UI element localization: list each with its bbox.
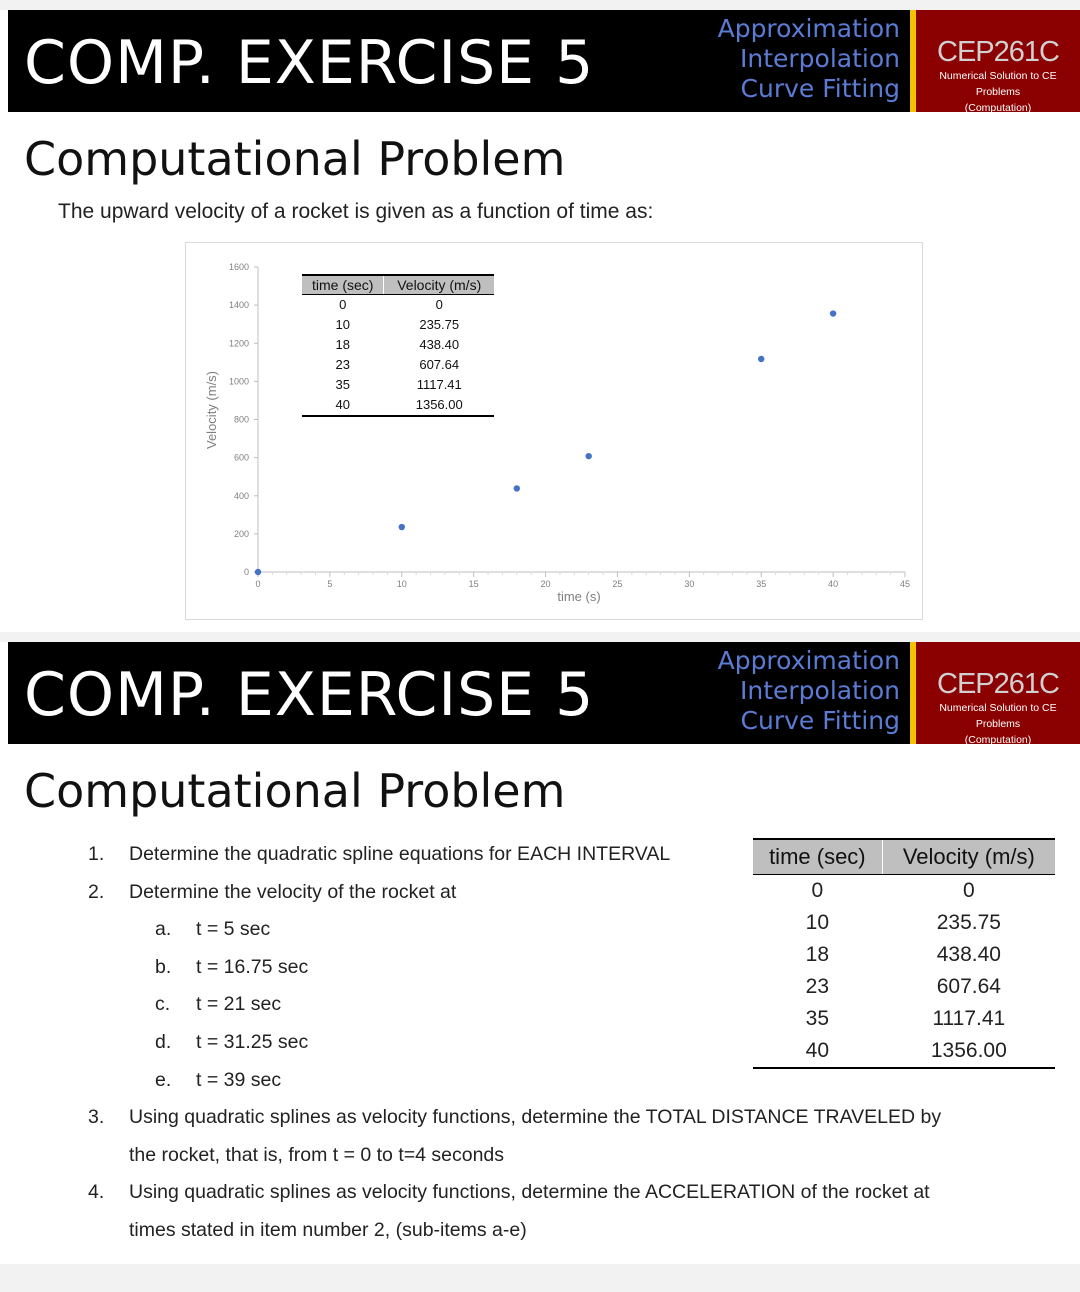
chart-data-table	[302, 274, 494, 417]
topic-interpolation: Interpolation	[740, 44, 900, 73]
x-tick-label: 0	[255, 579, 261, 589]
task-continuation: the rocket, that is, from t = 0 to t=4 seconds	[129, 1143, 505, 1166]
subtask-letter: d.	[155, 1030, 172, 1053]
subtask-letter: b.	[155, 955, 172, 978]
data-point	[758, 356, 764, 362]
task-number: 2.	[88, 880, 105, 903]
velocity-cell: 1356.00	[384, 395, 494, 416]
velocity-cell: 0	[963, 879, 975, 902]
table-row	[753, 971, 1055, 1003]
topic-interpolation: Interpolation	[740, 676, 900, 705]
time-cell: 18	[753, 939, 882, 971]
course-subtitle: (Computation)	[964, 102, 1032, 114]
task-text: Using quadratic splines as velocity functions, determine the ACCELERATION of the rocket at	[129, 1181, 930, 1204]
subtask-letter: c.	[155, 993, 171, 1016]
topic-curve-fitting: Curve Fitting	[740, 74, 900, 103]
velocity-cell: 0	[435, 297, 443, 312]
x-tick-label: 40	[828, 579, 839, 589]
slide-2	[0, 642, 1080, 1264]
table-row	[302, 315, 494, 335]
velocity-cell: 235.75	[936, 911, 1001, 934]
topic-curve-fitting: Curve Fitting	[740, 706, 900, 735]
course-code: CEP261C	[937, 668, 1059, 700]
data-table	[753, 838, 1055, 1069]
y-tick-label: 1400	[228, 300, 249, 311]
slide-header	[0, 642, 1080, 744]
course-badge	[916, 10, 1080, 112]
exercise-title: COMP. EXERCISE 5	[24, 28, 595, 98]
x-tick-label: 45	[899, 579, 911, 589]
section-title: Computational Problem	[24, 764, 566, 818]
x-tick-label: 15	[468, 579, 479, 589]
subtask-text: t = 31.25 sec	[196, 1030, 309, 1053]
table-row	[302, 395, 494, 416]
velocity-cell: 1117.41	[416, 377, 462, 392]
task-text: Using quadratic splines as velocity functions, determine the TOTAL DISTANCE TRAVELED by	[129, 1106, 942, 1129]
y-tick-label: 1600	[228, 262, 249, 272]
velocity-cell: 607.64	[936, 975, 1001, 998]
table-row	[302, 355, 494, 375]
velocity-cell: 1117.41	[932, 1007, 1006, 1030]
slide-header	[0, 10, 1080, 112]
table-row	[753, 1035, 1055, 1068]
task-text: Determine the velocity of the rocket at	[129, 880, 457, 903]
y-tick-label: 400	[233, 490, 249, 501]
course-description: Numerical Solution to CE Problems	[939, 702, 1057, 730]
x-ticks	[255, 572, 910, 589]
data-point	[399, 524, 405, 530]
data-point	[255, 569, 261, 575]
subtask-text: t = 5 sec	[196, 918, 271, 941]
velocity-chart	[185, 242, 923, 620]
topic-approximation: Approximation	[717, 14, 900, 43]
y-axis-label: Velocity (m/s)	[204, 370, 219, 450]
course-subtitle: (Computation)	[964, 734, 1032, 746]
x-tick-label: 30	[684, 579, 695, 589]
chart-canvas	[186, 243, 924, 621]
header-left-accent	[0, 642, 8, 744]
slide-1	[0, 10, 1080, 632]
x-tick-label: 25	[612, 579, 623, 589]
problem-intro: The upward velocity of a rocket is given as a function of time as:	[58, 200, 654, 223]
y-tick-label: 0	[243, 567, 249, 577]
exercise-title: COMP. EXERCISE 5	[24, 660, 595, 730]
x-axis-label: time (s)	[557, 589, 601, 604]
task-number: 4.	[88, 1181, 105, 1204]
task-number: 1.	[88, 843, 105, 865]
time-cell: 40	[753, 1035, 882, 1068]
section-title: Computational Problem	[24, 132, 566, 186]
velocity-cell: 607.64	[419, 357, 460, 372]
data-point	[514, 485, 520, 491]
y-tick-label: 200	[233, 528, 249, 539]
table-row	[302, 375, 494, 395]
topic-approximation: Approximation	[717, 646, 900, 675]
velocity-cell: 438.40	[936, 943, 1001, 966]
table-row	[753, 907, 1055, 939]
x-tick-label: 5	[327, 579, 333, 589]
y-ticks	[229, 262, 258, 577]
time-cell: 35	[753, 1003, 882, 1035]
subtask-letter: e.	[155, 1068, 172, 1091]
table-row	[302, 335, 494, 355]
subtask-text: t = 39 sec	[196, 1068, 282, 1091]
table-row	[753, 1003, 1055, 1035]
subtask-letter: a.	[155, 918, 172, 941]
velocity-cell: 235.75	[419, 317, 460, 332]
task-text: Determine the quadratic spline equations for EACH INTERVAL	[129, 843, 671, 865]
y-tick-label: 600	[233, 452, 249, 463]
course-description: Numerical Solution to CE Problems	[939, 70, 1057, 98]
velocity-cell: 438.40	[419, 337, 460, 352]
velocity-cell: 1356.00	[882, 1035, 1055, 1068]
topic-list	[718, 14, 900, 104]
time-cell: 0	[753, 875, 882, 908]
col-header-time: time (sec)	[302, 275, 384, 295]
y-tick-label: 1000	[228, 376, 249, 387]
table-row	[753, 875, 1055, 908]
subtask-text: t = 21 sec	[196, 993, 282, 1016]
time-cell: 10	[302, 315, 384, 335]
data-point	[830, 310, 836, 316]
x-tick-label: 20	[540, 579, 551, 589]
table-row	[302, 295, 494, 316]
time-cell: 40	[302, 395, 384, 416]
course-badge	[916, 642, 1080, 744]
y-tick-label: 1200	[228, 338, 249, 349]
x-tick-label: 10	[396, 579, 407, 589]
col-header-velocity: Velocity (m/s)	[882, 839, 1055, 875]
task-item	[88, 1174, 1028, 1212]
time-cell: 18	[302, 335, 384, 355]
col-header-time: time (sec)	[753, 839, 882, 875]
time-cell: 35	[302, 375, 384, 395]
table-row	[753, 939, 1055, 971]
task-continuation: times stated in item number 2, (sub-items a-e)	[129, 1218, 527, 1241]
time-cell: 23	[753, 971, 882, 1003]
data-point	[585, 453, 591, 459]
course-code: CEP261C	[937, 36, 1059, 68]
col-header-velocity: Velocity (m/s)	[384, 275, 494, 295]
task-number: 3.	[88, 1106, 105, 1129]
time-cell: 10	[753, 907, 882, 939]
time-cell: 0	[302, 295, 384, 316]
subtask-text: t = 16.75 sec	[196, 955, 309, 978]
y-tick-label: 800	[233, 414, 249, 425]
time-cell: 23	[302, 355, 384, 375]
task-item	[88, 1099, 1028, 1137]
x-tick-label: 35	[756, 579, 767, 589]
topic-list	[718, 646, 900, 736]
header-left-accent	[0, 10, 8, 112]
